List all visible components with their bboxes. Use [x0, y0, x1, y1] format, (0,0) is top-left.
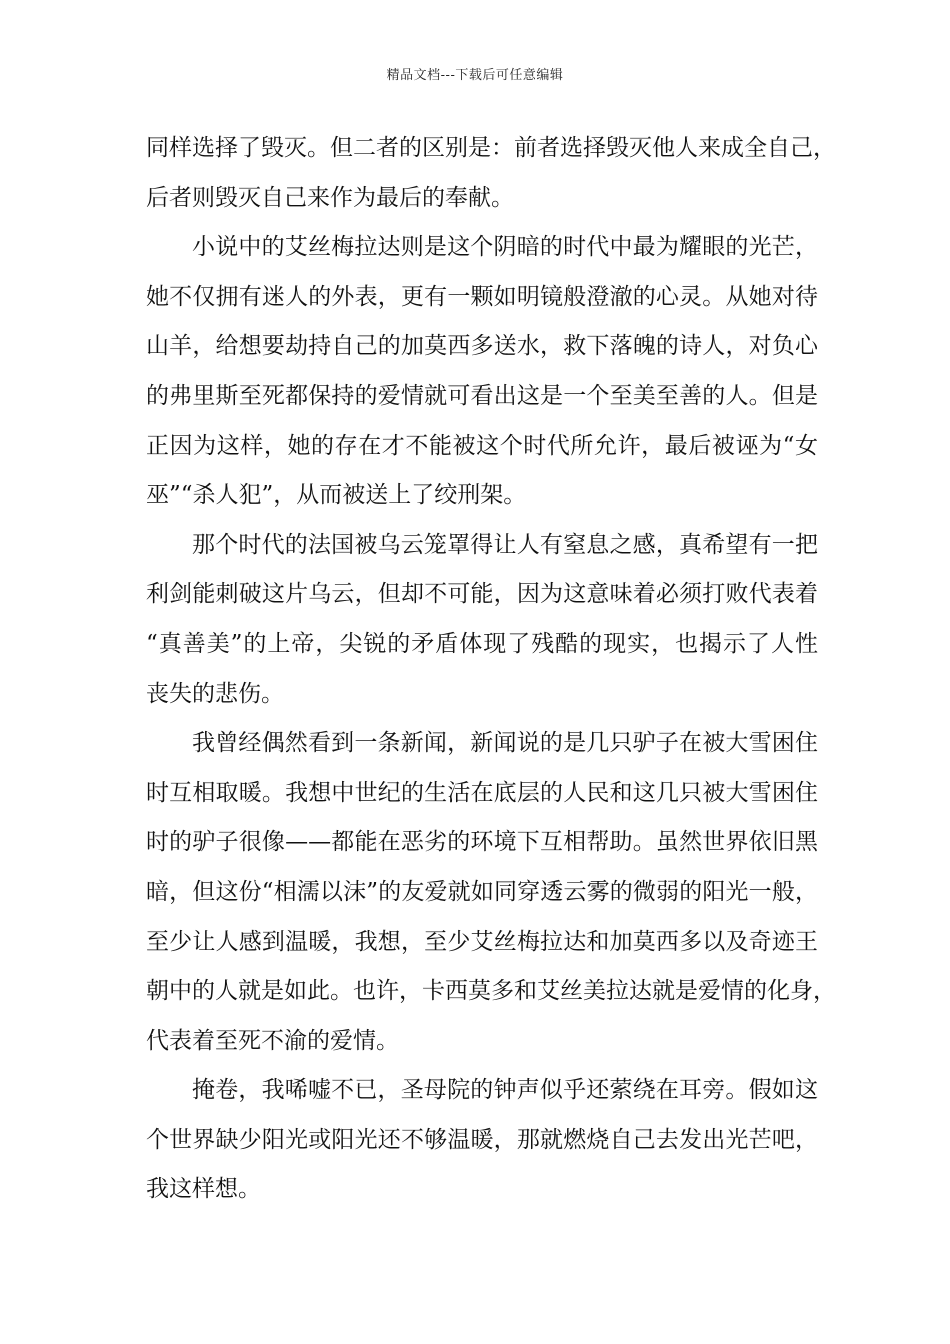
text-line: 利剑能刺破这片乌云，但却不可能，因为这意味着必须打败代表着 [146, 581, 818, 608]
paragraph [146, 723, 836, 1070]
text-line: 小说中的艾丝梅拉达则是这个阴暗的时代中最为耀眼的光芒， [192, 234, 818, 261]
text-line: 那个时代的法国被乌云笼罩得让人有窒息之感，真希望有一把 [192, 531, 818, 558]
paragraph [146, 227, 818, 525]
text-line: 时互相取暖。我想中世纪的生活在底层的人民和这几只被大雪困住 [146, 779, 818, 806]
text-line: 我曾经偶然看到一条新闻，新闻说的是几只驴子在被大雪困住 [192, 730, 818, 757]
text-line: “真善美”的上帝，尖锐的矛盾体现了残酷的现实，也揭示了人性 [146, 630, 818, 657]
text-line: 暗，但这份“相濡以沫”的友爱就如同穿透云雾的微弱的阳光一般， [146, 878, 818, 905]
text-line: 正因为这样，她的存在才不能被这个时代所允许，最后被诬为“女 [146, 432, 818, 459]
paragraph [146, 128, 836, 227]
text-line: 丧失的悲伤。 [146, 680, 284, 707]
paragraph [146, 1070, 818, 1219]
text-line: 巫”“杀人犯”，从而被送上了绞刑架。 [146, 482, 527, 509]
text-line: 的弗里斯至死都保持的爱情就可看出这是一个至美至善的人。但是 [146, 382, 818, 409]
text-line: 山羊，给想要劫持自己的加莫西多送水，救下落魄的诗人，对负心 [146, 333, 818, 360]
page-header: 精品文档---下载后可任意编辑 [386, 68, 564, 83]
text-line: 后者则毁灭自己来作为最后的奉献。 [146, 184, 514, 211]
text-line: 同样选择了毁灭。但二者的区别是：前者选择毁灭他人来成全自己， [146, 135, 836, 161]
text-line: 至少让人感到温暖，我想，至少艾丝梅拉达和加莫西多以及奇迹王 [146, 928, 818, 955]
text-line: 时的驴子很像——都能在恶劣的环境下互相帮助。虽然世界依旧黑 [146, 829, 818, 856]
text-line: 她不仅拥有迷人的外表，更有一颗如明镜般澄澈的心灵。从她对待 [146, 283, 818, 310]
text-line: 代表着至死不渝的爱情。 [146, 1027, 399, 1054]
document-body [146, 128, 836, 1219]
text-line: 我这样想。 [146, 1176, 261, 1203]
text-line: 掩卷，我唏嘘不已，圣母院的钟声似乎还萦绕在耳旁。假如这 [192, 1077, 818, 1104]
text-line: 个世界缺少阳光或阳光还不够温暖，那就燃烧自己去发出光芒吧， [146, 1126, 818, 1153]
text-line: 朝中的人就是如此。也许，卡西莫多和艾丝美拉达就是爱情的化身， [146, 978, 836, 1005]
paragraph [146, 525, 818, 723]
